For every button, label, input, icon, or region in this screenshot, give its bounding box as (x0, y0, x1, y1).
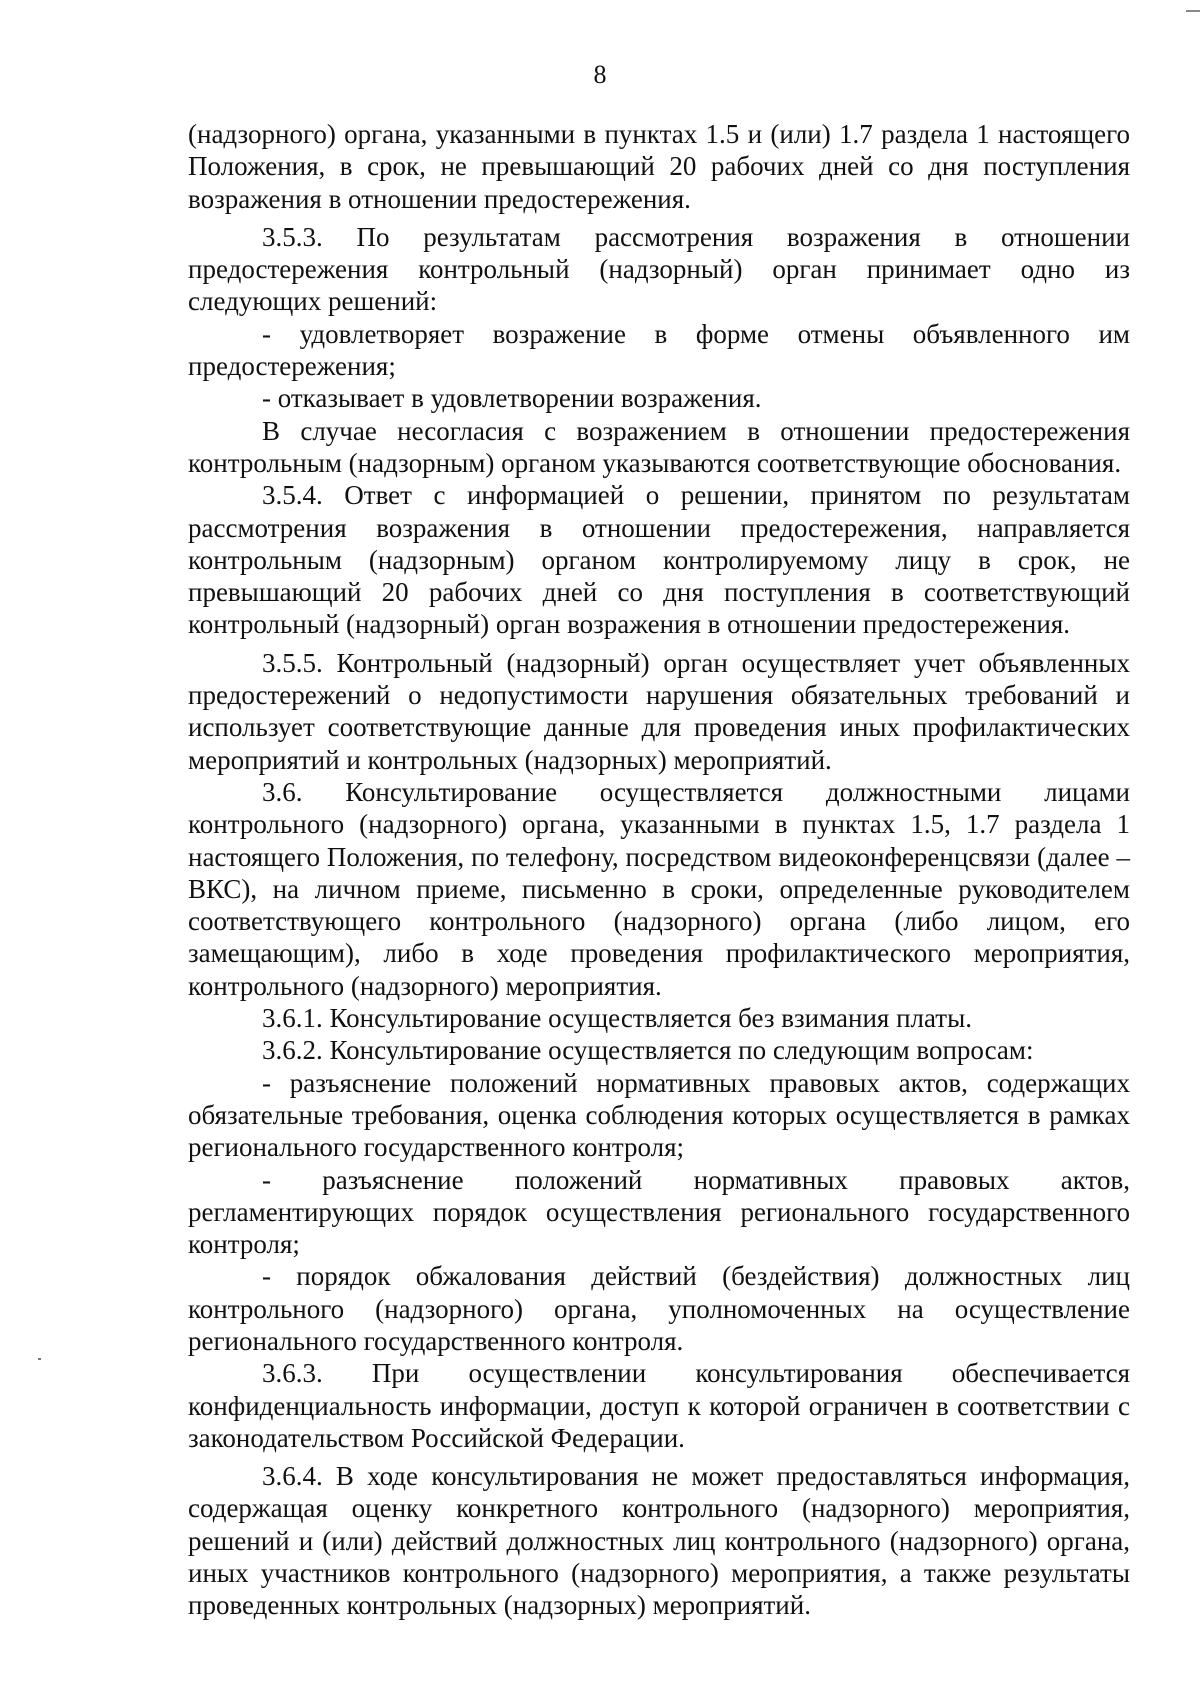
paragraph: В случае несогласия с возражением в отношении предостережения контрольным (надзорным) органом указываются соответствующие обоснования. (188, 415, 1130, 478)
paragraph-3-6: 3.6. Консультирование осуществляется должностными лицами контрольного (надзорного) органа, указанными в пунктах 1.5, 1.7 раздела 1 настоящего Положения, по телефону, посредством видеоконференцсвязи (далее – ВКС), на личном приеме, письменно в сроки, определенные руководителем соответствующего контрольного (надзорного) органа (либо лицом, его замещающим), либо в ходе проведения профилактического мероприятия, контрольного (надзорного) мероприятия. (188, 776, 1130, 1001)
page-number: 8 (593, 60, 607, 89)
list-item: - удовлетворяет возражение в форме отмены объявленного им предостережения; (188, 318, 1130, 382)
paragraph-3-5-3: 3.5.3. По результатам рассмотрения возражения в отношении предостережения контрольный (надзорный) орган принимает одно из следующих решений: (188, 221, 1130, 317)
list-item: - разъяснение положений нормативных правовых актов, содержащих обязательные требования, оценка соблюдения которых осуществляется в рамках регионального государственного контроля; (188, 1067, 1130, 1163)
list-item: - отказывает в удовлетворении возражения. (262, 383, 762, 414)
paragraph-3-5-4: 3.5.4. Ответ с информацией о решении, принятом по результатам рассмотрения возражения в отношении предостережения, направляется контрольным (надзорным) органом контролируемому лицу в срок, не превышающий 20 рабочих дней со дня поступления в соответствующий контрольный (надзорный) орган возражения в отношении предостережения. (188, 480, 1130, 640)
list-item: - разъяснение положений нормативных правовых актов, регламентирующих порядок осуществления регионального государственного контроля; (188, 1164, 1130, 1260)
paragraph-3-6-4: 3.6.4. В ходе консультирования не может предоставляться информация, содержащая оценку конкретного контрольного (надзорного) мероприятия, решений и (или) действий должностных лиц контрольного (надзорного) органа, иных участников контрольного (надзорного) мероприятия, а также результаты проведенных контрольных (надзорных) мероприятий. (188, 1461, 1130, 1621)
scan-speck (38, 1358, 41, 1360)
paragraph-3-5-5: 3.5.5. Контрольный (надзорный) орган осуществляет учет объявленных предостережений о недопустимости нарушения обязательных требований и использует соответствующие данные для проведения иных профилактических мероприятий и контрольных (надзорных) мероприятий. (188, 647, 1130, 775)
paragraph-3-6-3: 3.6.3. При осуществлении консультирования обеспечивается конфиденциальность информации, доступ к которой ограничен в соответствии с законодательством Российской Федерации. (188, 1358, 1130, 1453)
document-body (188, 118, 1130, 1622)
paragraph: (надзорного) органа, указанными в пунктах 1.5 и (или) 1.7 раздела 1 настоящего Положения, в срок, не превышающий 20 рабочих дней со дня поступления возражения в отношении предостережения. (188, 119, 1130, 214)
list-item: - порядок обжалования действий (бездействия) должностных лиц контрольного (надзорного) органа, уполномоченных на осуществление регионального государственного контроля. (188, 1261, 1130, 1356)
paragraph-3-6-1: 3.6.1. Консультирование осуществляется без взимания платы. (262, 1003, 972, 1034)
paragraph-3-6-2: 3.6.2. Консультирование осуществляется по следующим вопросам: (262, 1035, 1034, 1066)
scan-edge-mark (1186, 10, 1200, 12)
